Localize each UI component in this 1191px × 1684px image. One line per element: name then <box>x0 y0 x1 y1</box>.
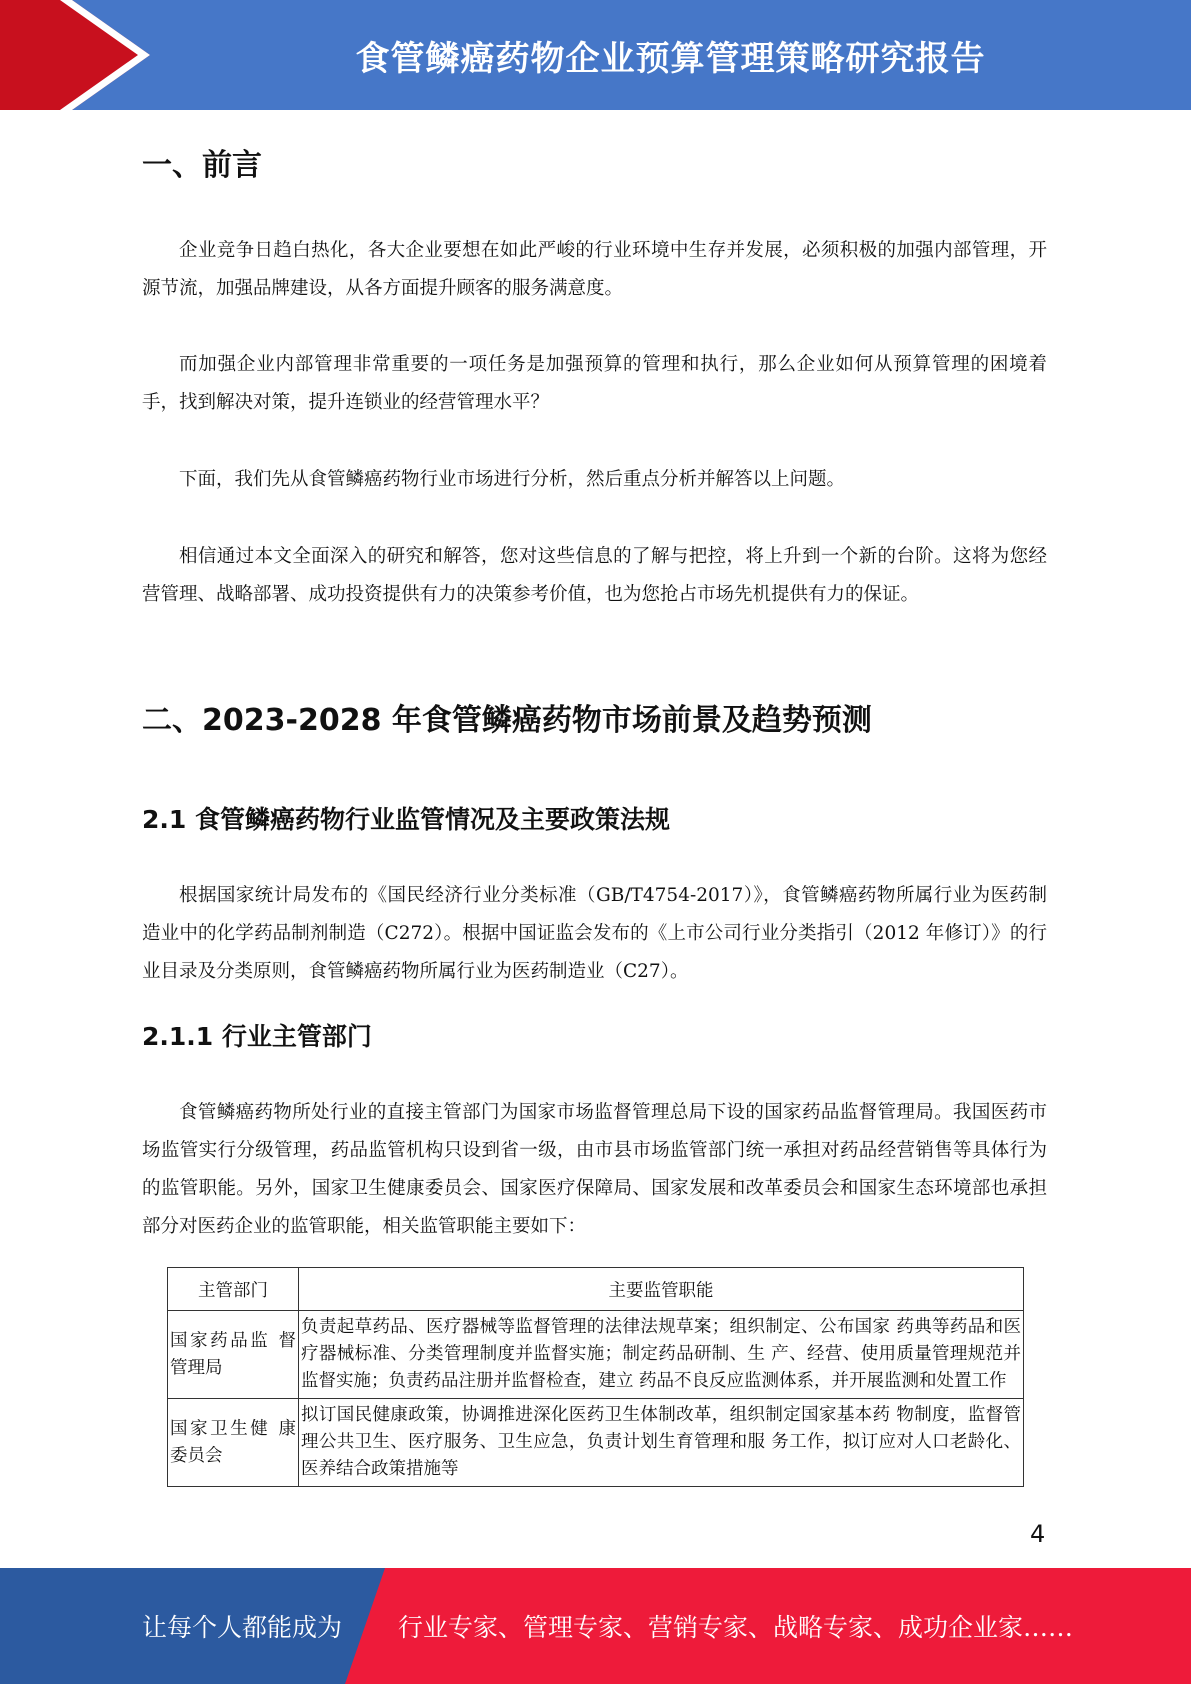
section-heading-forecast: 二、2023-2028 年食管鳞癌药物市场前景及趋势预测 <box>142 703 872 738</box>
table-row <box>168 1399 1024 1487</box>
report-title: 食管鳞癌药物企业预算管理策略研究报告 <box>355 38 986 79</box>
table-row <box>168 1311 1024 1399</box>
table-cell-dept: 国家卫生健 康委员会 <box>168 1399 299 1487</box>
header-red-arrow <box>0 0 150 110</box>
table-header-row <box>168 1268 1024 1311</box>
subsection-heading-regulation: 2.1 食管鳞癌药物行业监管情况及主要政策法规 <box>142 805 670 834</box>
subsection-heading-authority: 2.1.1 行业主管部门 <box>142 1022 372 1051</box>
table-header-cell: 主要监管职能 <box>299 1268 1024 1311</box>
footer-slogan-right: 行业专家、管理专家、营销专家、战略专家、成功企业家…… <box>398 1613 1074 1642</box>
table-cell-dept: 国家药品监 督管理局 <box>168 1311 299 1399</box>
page-number: 4 <box>1030 1520 1046 1548</box>
page-header <box>0 0 1191 110</box>
paragraph: 相信通过本文全面深入的研究和解答，您对这些信息的了解与把控，将上升到一个新的台阶。这将为您经营管理、战略部署、成功投资提供有力的决策参考价值，也为您抢占市场先机提供有力的保证。 <box>142 546 1047 605</box>
paragraph: 食管鳞癌药物所处行业的直接主管部门为国家市场监督管理总局下设的国家药品监督管理局。我国医药市场监管实行分级管理，药品监管机构只设到省一级，由市县市场监管部门统一承担对药品经营销售等具体行为的监管职能。另外，国家卫生健康委员会、国家医疗保障局、国家发展和改革委员会和国家生态环境部也承担部分对医药企业的监管职能，相关监管职能主要如下： <box>142 1102 1047 1237</box>
paragraph: 根据国家统计局发布的《国民经济行业分类标准（GB/T4754-2017）》，食管鳞癌药物所属行业为医药制造业中的化学药品制剂制造（C272）。根据中国证监会发布的《上市公司行业分类指引（2012 年修订）》的行业目录及分类原则，食管鳞癌药物所属行业为医药制造业（C27）。 <box>142 885 1047 982</box>
page-footer <box>0 1568 1191 1684</box>
section-heading-preface: 一、前言 <box>142 148 262 183</box>
footer-slogan-left: 让每个人都能成为 <box>142 1613 343 1642</box>
table-cell-duty: 负责起草药品、医疗器械等监督管理的法律法规草案；组织制定、公布国家 药典等药品和医疗器械标准、分类管理制度并监督实施；制定药品研制、生 产、经营、使用质量管理规范并监督实施；负责药品注册并监督检查，建立 药品不良反应监测体系，并开展监测和处置工作 <box>299 1311 1024 1399</box>
paragraph: 而加强企业内部管理非常重要的一项任务是加强预算的管理和执行，那么企业如何从预算管理的困境着手，找到解决对策，提升连锁业的经营管理水平？ <box>142 354 1047 413</box>
table-cell-duty: 拟订国民健康政策，协调推进深化医药卫生体制改革，组织制定国家基本药 物制度，监督管理公共卫生、医疗服务、卫生应急，负责计划生育管理和服 务工作，拟订应对人口老龄化、医养结合政策措施等 <box>299 1399 1024 1487</box>
paragraph: 下面，我们先从食管鳞癌药物行业市场进行分析，然后重点分析并解答以上问题。 <box>179 469 846 490</box>
paragraph: 企业竞争日趋白热化，各大企业要想在如此严峻的行业环境中生存并发展，必须积极的加强内部管理，开源节流，加强品牌建设，从各方面提升顾客的服务满意度。 <box>142 240 1047 299</box>
regulatory-table <box>167 1267 1024 1487</box>
table-header-cell: 主管部门 <box>168 1268 299 1311</box>
